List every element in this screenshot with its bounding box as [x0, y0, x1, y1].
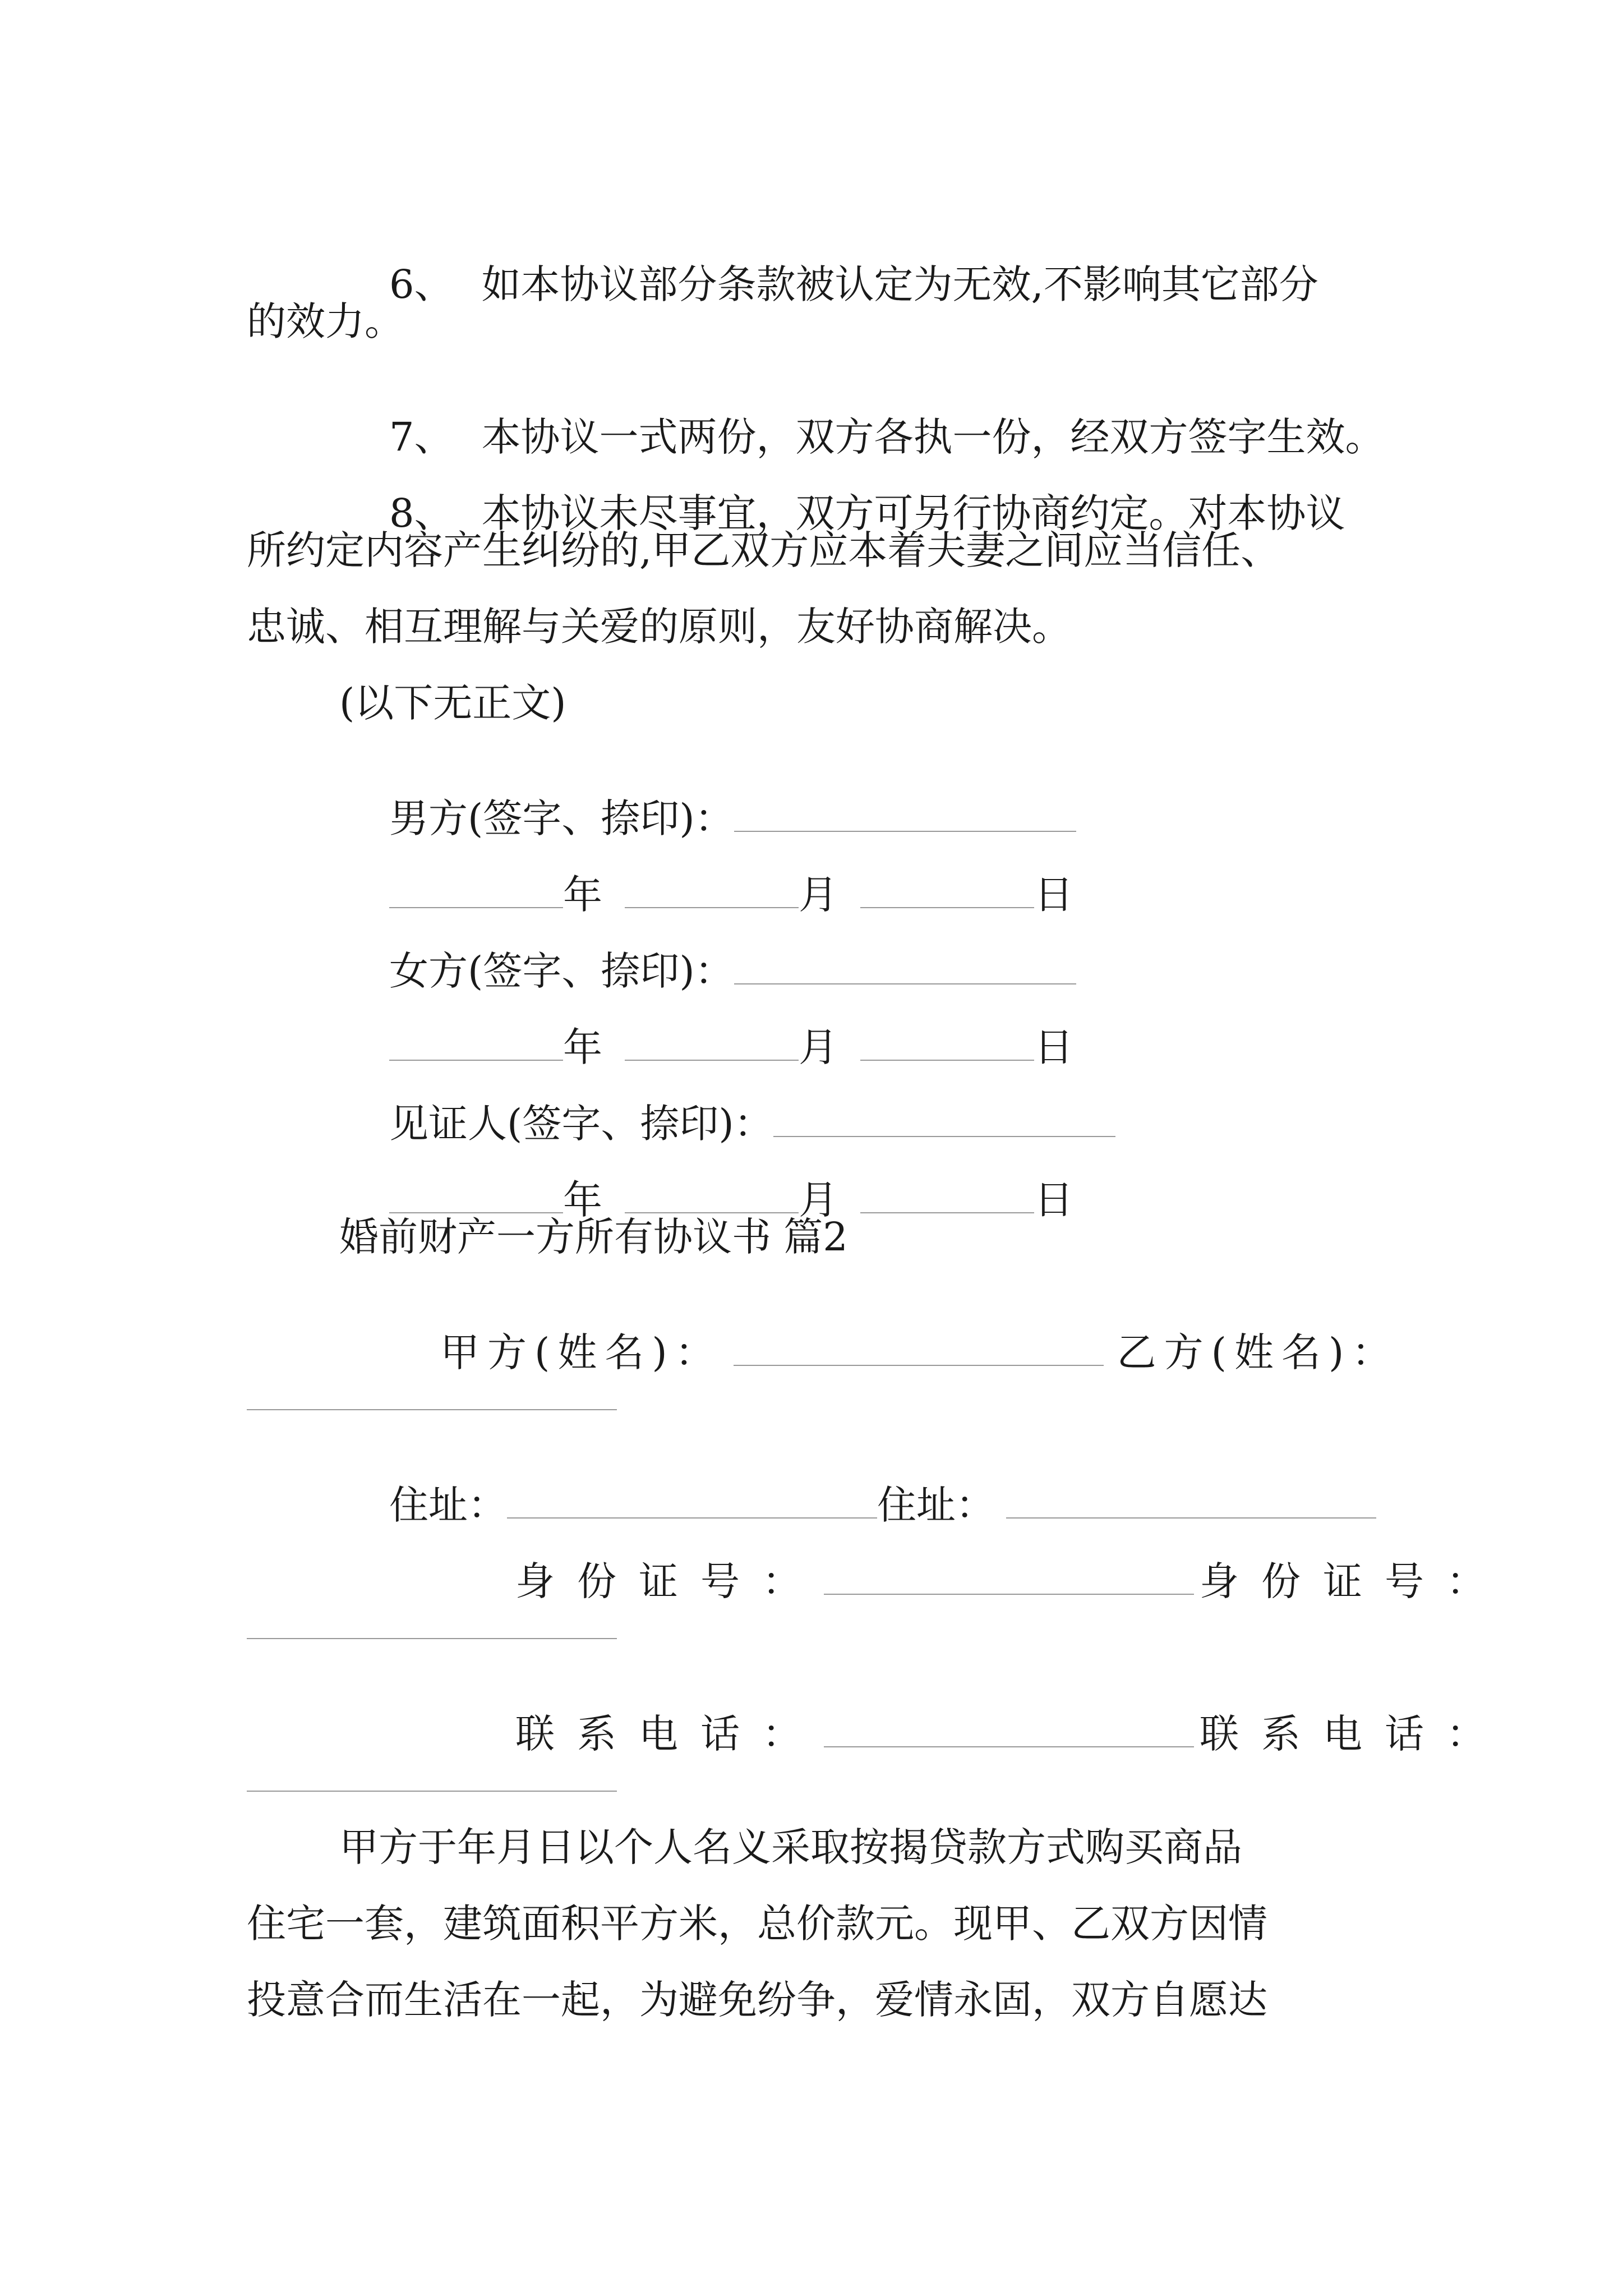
- male-year-blank[interactable]: [389, 876, 563, 908]
- no-more-text-note: (以下无正文): [339, 680, 566, 726]
- clause-6-text: 如本协议部分条款被认定为无效,不影响其它部分: [481, 261, 1318, 307]
- female-year-blank[interactable]: [389, 1028, 563, 1061]
- male-day-label: 日: [1034, 872, 1074, 918]
- witness-year-blank[interactable]: [389, 1181, 563, 1213]
- clause-7-number: 7、: [389, 414, 454, 460]
- party-a-phone-blank[interactable]: [824, 1715, 1194, 1747]
- clause-8-line-2: 所约定内容产生纠纷的,甲乙双方应本着夫妻之间应当信任、: [247, 527, 1280, 573]
- party-b-id-label: 身份证号：: [1200, 1558, 1509, 1604]
- section-2-title: 婚前财产一方所有协议书 篇2: [339, 1214, 848, 1260]
- party-a-name-line: [359, 1294, 1503, 1411]
- male-signature-label: 男方(签字、捺印)：: [389, 795, 734, 841]
- party-a-phone-label: 联系电话：: [515, 1711, 824, 1757]
- party-a-name-blank[interactable]: [734, 1333, 1104, 1366]
- party-a-address-label: 住址：: [389, 1482, 508, 1528]
- body-line-3: 投意合而生活在一起，为避免纷争，爱情永固，双方自愿达: [247, 1977, 1267, 2023]
- female-day-blank[interactable]: [860, 1028, 1034, 1061]
- party-b-name-blank[interactable]: [247, 1409, 617, 1410]
- female-month-label: 月: [799, 1024, 838, 1070]
- witness-day-label: 日: [1034, 1177, 1074, 1223]
- witness-signature-blank[interactable]: [773, 1105, 1115, 1137]
- party-b-phone-blank[interactable]: [247, 1791, 617, 1792]
- party-a-address-blank[interactable]: [507, 1486, 877, 1519]
- party-b-address-label: 住址：: [877, 1482, 995, 1528]
- clause-8-number: 8、: [389, 490, 454, 536]
- clause-6-line-2: 的效力。: [247, 298, 404, 344]
- party-b-address-blank[interactable]: [1006, 1486, 1376, 1519]
- witness-month-blank[interactable]: [625, 1181, 799, 1213]
- female-year-label: 年: [563, 1024, 603, 1070]
- witness-month-label: 月: [799, 1177, 838, 1223]
- body-line-1: 甲方于年月日以个人名义采取按揭贷款方式购买商品: [339, 1824, 1242, 1870]
- witness-signature-label: 见证人(签字、捺印)：: [389, 1101, 773, 1147]
- clause-8-line-3: 忠诚、相互理解与关爱的原则，友好协商解决。: [247, 604, 1071, 650]
- party-a-name-label: 甲方(姓名)：: [440, 1329, 722, 1375]
- witness-year-label: 年: [563, 1177, 603, 1223]
- party-b-id-blank[interactable]: [247, 1638, 617, 1639]
- clause-7-text: 本协议一式两份，双方各执一份，经双方签字生效。: [481, 414, 1385, 460]
- female-month-blank[interactable]: [625, 1028, 799, 1061]
- male-month-label: 月: [799, 872, 838, 918]
- female-day-label: 日: [1034, 1024, 1074, 1070]
- male-month-blank[interactable]: [625, 876, 799, 908]
- id-number-line: [376, 1522, 1520, 1640]
- party-a-id-blank[interactable]: [824, 1562, 1194, 1595]
- party-a-id-label: 身份证号：: [515, 1558, 824, 1604]
- witness-day-blank[interactable]: [860, 1181, 1034, 1213]
- female-signature-blank[interactable]: [734, 952, 1076, 984]
- party-b-phone-label: 联系电话：: [1200, 1711, 1509, 1757]
- party-b-name-label: 乙方(姓名)：: [1117, 1329, 1399, 1375]
- male-year-label: 年: [563, 872, 603, 918]
- male-day-blank[interactable]: [860, 876, 1034, 908]
- body-line-2: 住宅一套，建筑面积平方米，总价款元。现甲、乙双方因情: [247, 1901, 1267, 1947]
- phone-line: [376, 1675, 1520, 1793]
- male-signature-blank[interactable]: [734, 799, 1076, 832]
- clause-8-text: 本协议未尽事宜，双方可另行协商约定。对本协议: [481, 490, 1345, 536]
- clause-6-number: 6、: [389, 261, 454, 307]
- female-signature-label: 女方(签字、捺印)：: [389, 948, 734, 994]
